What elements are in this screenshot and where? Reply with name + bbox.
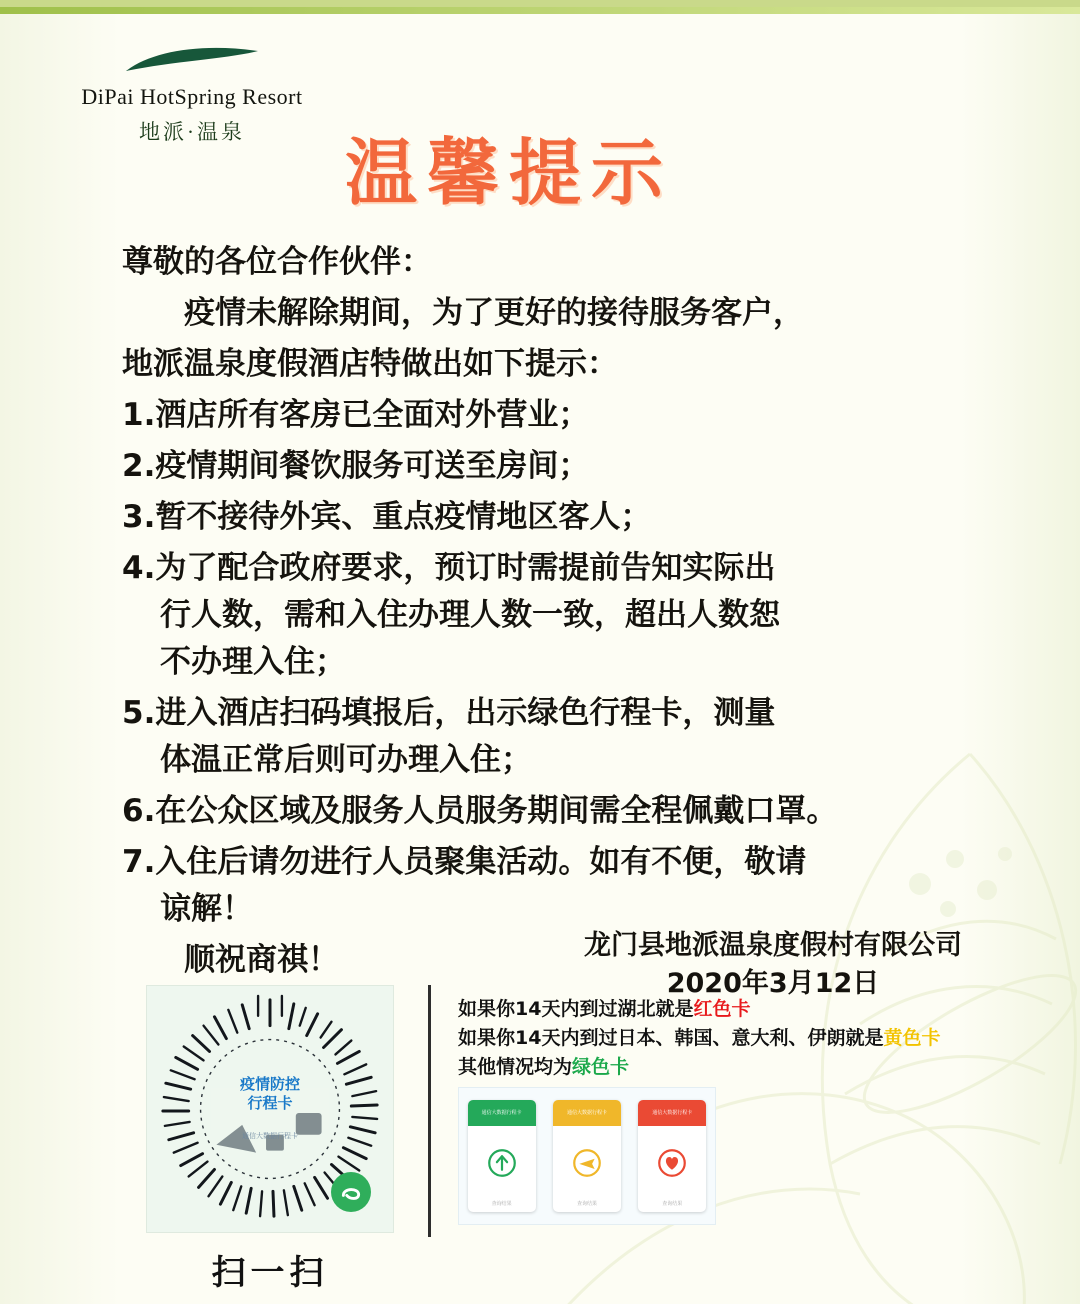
card-color-notes bbox=[458, 995, 958, 1082]
note-1-highlight: 红色卡 bbox=[693, 998, 751, 1020]
qr-label-line2: 行程卡 bbox=[247, 1095, 293, 1113]
item-text: 进入酒店扫码填报后，出示绿色行程卡，测量 bbox=[155, 695, 776, 731]
green-card-header: 通信大数据行程卡 bbox=[468, 1100, 536, 1126]
notice-item bbox=[122, 788, 962, 835]
item-number: 1. bbox=[122, 397, 156, 433]
note-line-2 bbox=[458, 1024, 958, 1053]
item-number: 3. bbox=[122, 499, 156, 535]
red-card bbox=[638, 1100, 706, 1212]
logo-english-text: DiPai HotSpring Resort bbox=[81, 84, 303, 109]
yellow-card-header: 通信大数据行程卡 bbox=[553, 1100, 621, 1126]
intro-line-1: 疫情未解除期间，为了更好的接待服务客户， bbox=[184, 295, 804, 331]
page-title: 温馨提示 bbox=[345, 131, 674, 215]
item-text-cont: 行人数，需和入住办理人数一致，超出人数恕 bbox=[160, 597, 780, 633]
salutation: 尊敬的各位合作伙伴： bbox=[122, 244, 432, 280]
notice-body bbox=[122, 239, 962, 988]
vertical-divider bbox=[428, 985, 431, 1237]
arrow-up-icon bbox=[485, 1126, 519, 1200]
company-name: 龙门县地派温泉度假村有限公司 bbox=[584, 930, 962, 961]
notice-item bbox=[122, 690, 962, 784]
travel-card-qr[interactable] bbox=[146, 985, 394, 1233]
airplane-icon bbox=[570, 1126, 604, 1200]
signature-date: 2020年3月12日 bbox=[666, 968, 880, 999]
note-line-1 bbox=[458, 995, 958, 1024]
yellow-card bbox=[553, 1100, 621, 1212]
item-text: 在公众区域及服务人员服务期间需全程佩戴口罩。 bbox=[155, 793, 838, 829]
note-3-highlight: 绿色卡 bbox=[572, 1056, 630, 1078]
item-number: 6. bbox=[122, 793, 156, 829]
item-text: 酒店所有客房已全面对外营业； bbox=[155, 397, 590, 433]
logo-chinese-text: 地派·温泉 bbox=[139, 120, 245, 144]
item-text: 疫情期间餐饮服务可送至房间； bbox=[155, 448, 590, 484]
qr-center-label bbox=[240, 1075, 300, 1113]
signature-block bbox=[584, 927, 962, 1003]
red-card-header: 通信大数据行程卡 bbox=[638, 1100, 706, 1126]
notice-item bbox=[122, 392, 962, 439]
qr-sub-label: 通信大数据行程卡 bbox=[242, 1133, 298, 1141]
travel-card-samples bbox=[458, 1087, 716, 1225]
note-2-text: 如果你14天内到过日本、韩国、意大利、伊朗就是 bbox=[458, 1027, 884, 1049]
notice-item bbox=[122, 839, 962, 933]
note-line-3 bbox=[458, 1053, 958, 1082]
item-number: 4. bbox=[122, 550, 156, 586]
item-text: 入住后请勿进行人员聚集活动。如有不便，敬请 bbox=[155, 844, 807, 880]
item-number: 2. bbox=[122, 448, 156, 484]
wechat-mini-program-icon bbox=[331, 1172, 371, 1212]
note-3-text: 其他情况均为 bbox=[458, 1056, 573, 1078]
item-text: 暂不接待外宾、重点疫情地区客人； bbox=[155, 499, 652, 535]
note-2-highlight: 黄色卡 bbox=[883, 1027, 941, 1049]
yellow-card-footer: 查询结果 bbox=[576, 1201, 597, 1207]
mini-program-glyph bbox=[334, 1175, 368, 1209]
item-number: 7. bbox=[122, 844, 156, 880]
notice-item bbox=[122, 545, 962, 686]
intro-line-2: 地派温泉度假酒店特做出如下提示： bbox=[122, 346, 618, 382]
qr-label-line1: 疫情防控 bbox=[239, 1076, 301, 1094]
item-text-cont: 不办理入住； bbox=[160, 644, 346, 680]
notice-item bbox=[122, 443, 962, 490]
notice-item bbox=[122, 494, 962, 541]
green-card-footer: 查询结果 bbox=[491, 1201, 512, 1207]
heart-icon bbox=[655, 1126, 689, 1200]
scan-label: 扫一扫 bbox=[211, 1253, 329, 1293]
item-text-cont: 体温正常后则可办理入住； bbox=[160, 742, 532, 778]
closing-text: 顺祝商祺！ bbox=[184, 942, 339, 978]
note-1-text: 如果你14天内到过湖北就是 bbox=[458, 998, 694, 1020]
green-card bbox=[468, 1100, 536, 1212]
red-card-footer: 查询结果 bbox=[662, 1201, 683, 1207]
item-text-cont: 谅解！ bbox=[160, 891, 253, 927]
leaf-swoosh-icon bbox=[122, 45, 262, 75]
item-text: 为了配合政府要求，预订时需提前告知实际出 bbox=[155, 550, 776, 586]
item-number: 5. bbox=[122, 695, 156, 731]
brand-logo bbox=[62, 45, 322, 146]
